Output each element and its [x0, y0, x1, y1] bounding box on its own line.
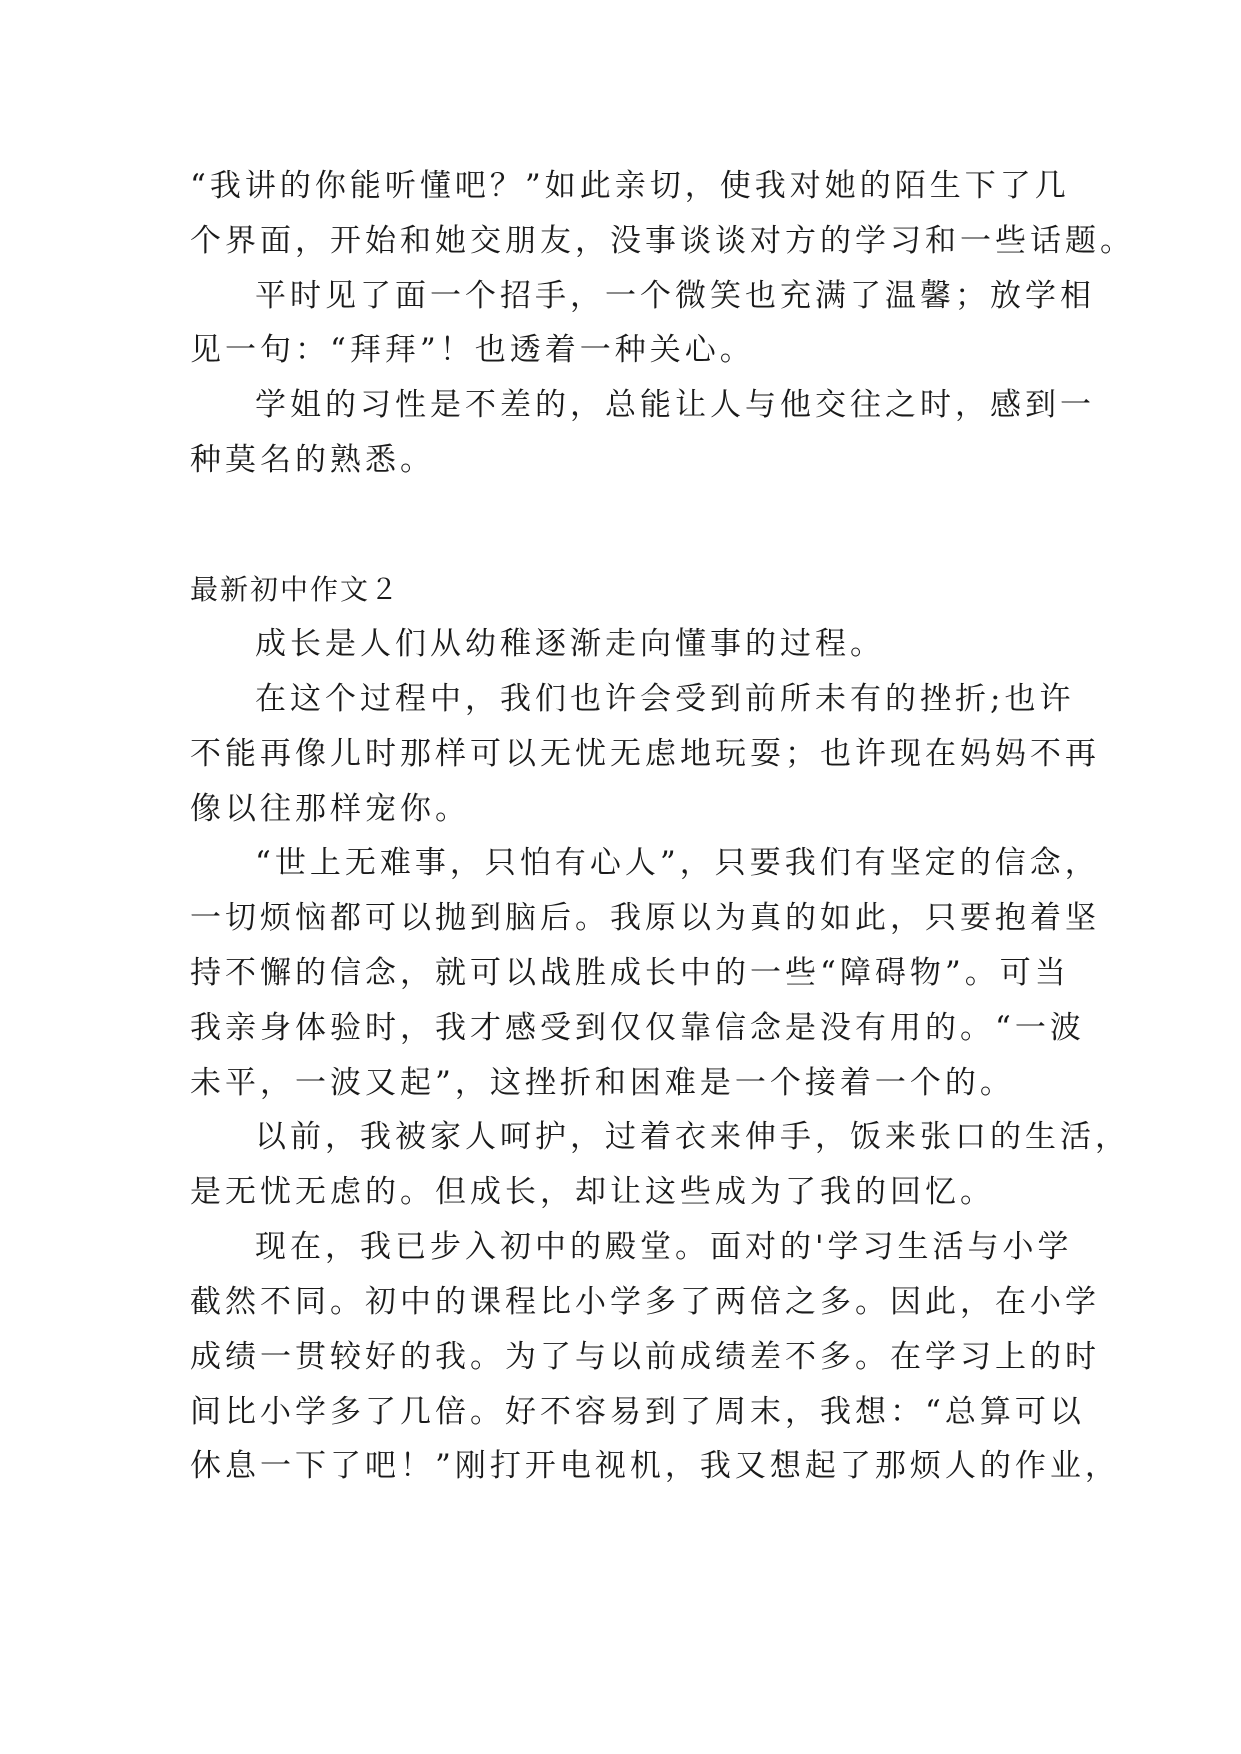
paragraph-line: 截然不同。初中的课程比小学多了两倍之多。因此，在小学 [190, 1284, 1100, 1320]
paragraph-line: 成绩一贯较好的我。为了与以前成绩差不多。在学习上的时 [190, 1339, 1100, 1375]
paragraph-line: 种莫名的熟悉。 [190, 442, 435, 478]
paragraph-line: “世上无难事，只怕有心人”，只要我们有坚定的信念， [255, 845, 1100, 881]
section-heading: 最新初中作文２ [190, 573, 401, 606]
paragraph-line: 学姐的习性是不差的，总能让人与他交往之时，感到一 [255, 387, 1095, 423]
paragraph-line: 现在，我已步入初中的殿堂。面对的'学习生活与小学 [255, 1229, 1073, 1265]
paragraph-line: 不能再像儿时那样可以无忧无虑地玩耍；也许现在妈妈不再 [190, 736, 1100, 772]
paragraph-line: 平时见了面一个招手，一个微笑也充满了温馨；放学相 [255, 278, 1095, 314]
paragraph-line: 像以往那样宠你。 [190, 791, 470, 827]
paragraph-line: 是无忧无虑的。但成长，却让这些成为了我的回忆。 [190, 1174, 995, 1210]
paragraph-line: 见一句：“拜拜”！也透着一种关心。 [190, 332, 755, 368]
paragraph-line: 休息一下了吧！”刚打开电视机，我又想起了那烦人的作业， [190, 1448, 1120, 1484]
paragraph-line: 在这个过程中，我们也许会受到前所未有的挫折;也许 [255, 681, 1075, 717]
paragraph-line: 间比小学多了几倍。好不容易到了周末，我想：“总算可以 [190, 1394, 1085, 1430]
paragraph-line: 个界面，开始和她交朋友，没事谈谈对方的学习和一些话题。 [190, 223, 1135, 259]
paragraph-line: 未平，一波又起”，这挫折和困难是一个接着一个的。 [190, 1065, 1015, 1101]
paragraph-line: “我讲的你能听懂吧？”如此亲切，使我对她的陌生下了几 [190, 168, 1070, 204]
paragraph-line: 一切烦恼都可以抛到脑后。我原以为真的如此，只要抱着坚 [190, 900, 1100, 936]
paragraph-line: 我亲身体验时，我才感受到仅仅靠信念是没有用的。“一波 [190, 1010, 1085, 1046]
paragraph-line: 成长是人们从幼稚逐渐走向懂事的过程。 [255, 626, 885, 662]
paragraph-line: 以前，我被家人呵护，过着衣来伸手，饭来张口的生活， [255, 1119, 1130, 1155]
paragraph-line: 持不懈的信念，就可以战胜成长中的一些“障碍物”。可当 [190, 955, 1070, 991]
